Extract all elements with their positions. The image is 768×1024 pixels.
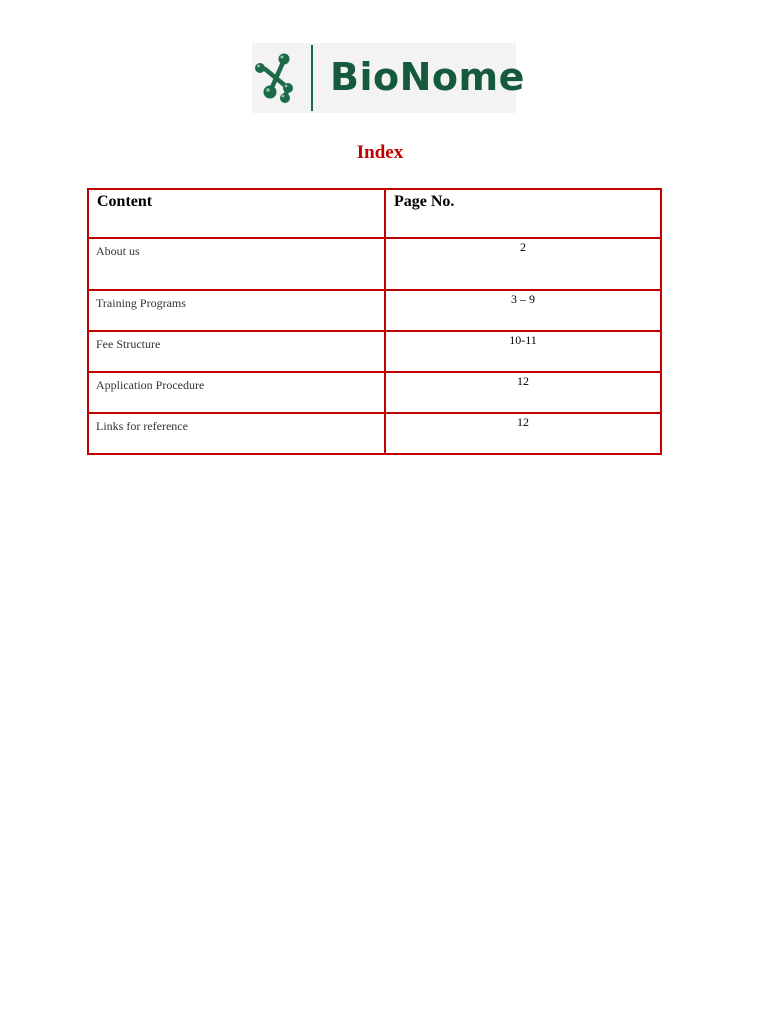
row-page: 12 [385,372,661,413]
table-header-row [88,189,661,238]
molecule-icon [252,43,308,113]
index-table [87,188,662,455]
logo-wordmark: BioNome [330,55,525,99]
logo-divider [311,45,313,111]
row-page: 3 – 9 [385,290,661,331]
table-row [88,372,661,413]
row-content: Links for reference [88,413,385,454]
header-page-no: Page No. [385,189,661,238]
table-row [88,413,661,454]
row-content: Training Programs [88,290,385,331]
row-content: About us [88,238,385,290]
header-content: Content [88,189,385,238]
table-row [88,238,661,290]
bionome-logo [252,43,525,113]
row-page: 2 [385,238,661,290]
row-page: 12 [385,413,661,454]
table-row [88,331,661,372]
row-content: Application Procedure [88,372,385,413]
table-row [88,290,661,331]
row-content: Fee Structure [88,331,385,372]
row-page: 10-11 [385,331,661,372]
page-title: Index [356,142,404,163]
